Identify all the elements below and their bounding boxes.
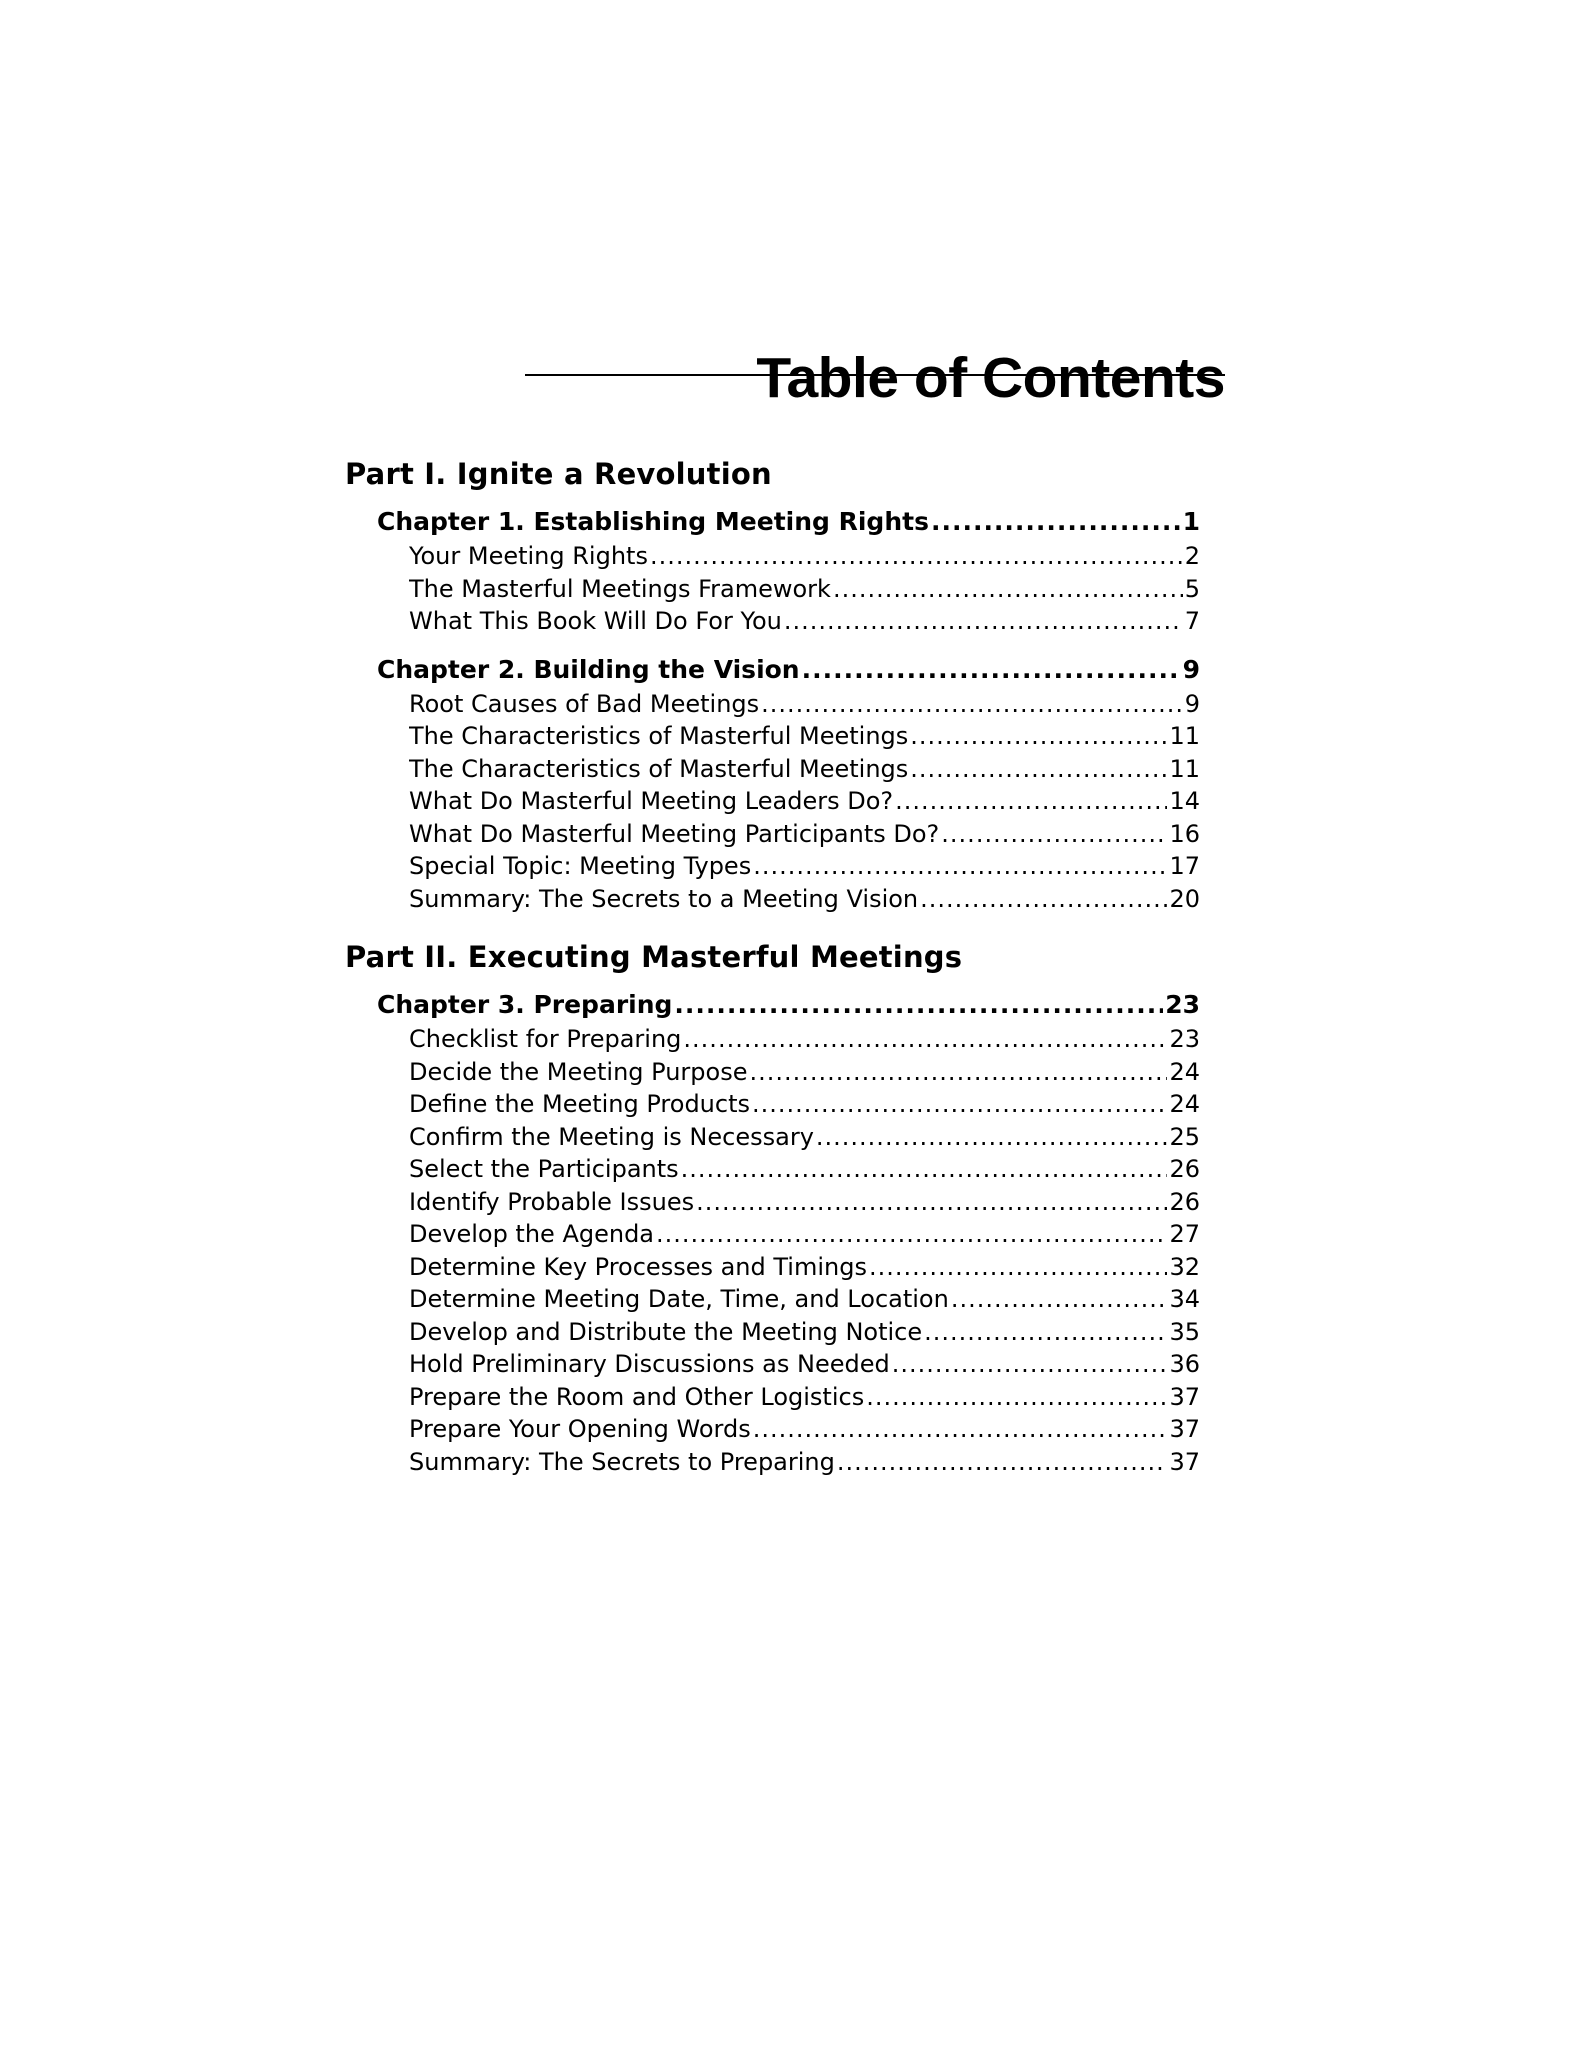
section-list <box>409 540 1200 638</box>
dot-leader <box>924 1316 1167 1349</box>
toc-entry[interactable] <box>409 753 1200 786</box>
dot-leader <box>749 1056 1167 1089</box>
toc-entry[interactable] <box>409 1186 1200 1219</box>
dot-leader <box>869 1251 1167 1284</box>
page-number: 7 <box>1184 607 1200 635</box>
section-title: Identify Probable Issues <box>409 1187 695 1216</box>
section-title: Develop the Agenda <box>409 1220 655 1248</box>
dot-leader <box>784 605 1183 638</box>
dot-leader <box>931 504 1181 540</box>
page-number: 11 <box>1169 754 1200 783</box>
toc-entry[interactable] <box>409 720 1200 753</box>
page-number: 24 <box>1169 1057 1200 1086</box>
page-number: 24 <box>1169 1090 1200 1118</box>
dot-leader <box>753 1413 1168 1446</box>
page-number: 23 <box>1165 990 1200 1019</box>
page-number: 37 <box>1169 1382 1200 1411</box>
toc-entry[interactable] <box>409 1088 1200 1121</box>
toc-entry[interactable] <box>409 883 1200 916</box>
dot-leader <box>752 1088 1167 1121</box>
toc-entry[interactable] <box>409 1446 1200 1479</box>
section-title: Prepare Your Opening Words <box>409 1415 751 1443</box>
toc-entry[interactable] <box>409 1023 1200 1056</box>
section-title: Decide the Meeting Purpose <box>409 1057 748 1086</box>
dot-leader <box>910 720 1167 753</box>
dot-leader <box>681 1153 1168 1186</box>
part-heading: Part II. Executing Masterful Meetings <box>345 940 963 974</box>
page-number: 5 <box>1184 574 1200 603</box>
page-number: 36 <box>1169 1350 1200 1378</box>
section-title: Summary: The Secrets to Preparing <box>409 1447 835 1476</box>
toc-entry[interactable] <box>409 573 1200 606</box>
page-number: 26 <box>1169 1187 1200 1216</box>
page-number: 35 <box>1169 1317 1200 1346</box>
page-number: 9 <box>1184 689 1200 718</box>
dot-leader <box>802 652 1181 688</box>
part-heading: Part I. Ignite a Revolution <box>345 457 772 491</box>
toc-entry[interactable] <box>409 785 1200 818</box>
page-number: 26 <box>1169 1155 1200 1183</box>
section-title: Define the Meeting Products <box>409 1090 751 1118</box>
chapter-entry[interactable] <box>377 504 1200 540</box>
page-number: 11 <box>1169 722 1200 750</box>
dot-leader <box>683 1023 1167 1056</box>
section-title: The Characteristics of Masterful Meetings <box>409 754 909 783</box>
chapter-entry[interactable] <box>377 652 1200 688</box>
toc-entry[interactable] <box>409 688 1200 721</box>
section-list <box>409 688 1200 916</box>
toc-entry[interactable] <box>409 1056 1200 1089</box>
dot-leader <box>650 540 1183 573</box>
part-2 <box>345 929 1200 1478</box>
dot-leader <box>866 1381 1167 1414</box>
page-number: 27 <box>1169 1220 1200 1248</box>
toc-entry[interactable] <box>409 1153 1200 1186</box>
part-1 <box>345 446 1200 915</box>
section-title: Determine Meeting Date, Time, and Location <box>409 1285 949 1313</box>
page-number: 9 <box>1182 654 1200 684</box>
toc-entry[interactable] <box>409 1218 1200 1251</box>
section-title: Root Causes of Bad Meetings <box>409 689 760 718</box>
toc-entry[interactable] <box>409 850 1200 883</box>
section-title: Hold Preliminary Discussions as Needed <box>409 1350 890 1378</box>
dot-leader <box>816 1121 1168 1154</box>
section-title: The Characteristics of Masterful Meetings <box>409 722 909 750</box>
toc-entry[interactable] <box>409 1348 1200 1381</box>
section-title: Determine Key Processes and Timings <box>409 1252 867 1281</box>
section-title: Checklist for Preparing <box>409 1025 682 1053</box>
toc-entry[interactable] <box>409 1381 1200 1414</box>
chapter-title: Chapter 1. Establishing Meeting Rights <box>377 507 929 536</box>
section-title: What Do Masterful Meeting Leaders Do? <box>409 787 894 815</box>
page-number: 14 <box>1169 787 1200 815</box>
page-number: 16 <box>1169 819 1200 848</box>
dot-leader <box>920 883 1167 916</box>
page-number: 32 <box>1169 1252 1200 1281</box>
page-number: 25 <box>1169 1122 1200 1151</box>
dot-leader <box>941 818 1167 851</box>
section-title: Summary: The Secrets to a Meeting Vision <box>409 884 919 913</box>
chapter-3 <box>377 987 1200 1478</box>
toc-entry[interactable] <box>409 1316 1200 1349</box>
dot-leader <box>910 753 1167 786</box>
toc-entry[interactable] <box>409 540 1200 573</box>
dot-leader <box>892 1348 1168 1381</box>
page-number: 2 <box>1184 542 1200 570</box>
title-underline <box>525 374 1225 376</box>
chapter-1 <box>377 504 1200 638</box>
page-number: 1 <box>1182 507 1200 536</box>
page-number: 17 <box>1169 852 1200 880</box>
toc-entry[interactable] <box>409 1121 1200 1154</box>
dot-leader <box>833 573 1183 606</box>
toc-entry[interactable] <box>409 1413 1200 1446</box>
dot-leader <box>674 987 1163 1023</box>
page-number: 37 <box>1169 1415 1200 1443</box>
dot-leader <box>837 1446 1168 1479</box>
section-title: Develop and Distribute the Meeting Notice <box>409 1317 923 1346</box>
section-title: Prepare the Room and Other Logistics <box>409 1382 865 1411</box>
dot-leader <box>696 1186 1167 1219</box>
toc-body <box>345 446 1200 1492</box>
section-title: Your Meeting Rights <box>409 542 648 570</box>
chapter-title: Chapter 2. Building the Vision <box>377 654 800 684</box>
page-number: 37 <box>1169 1447 1200 1476</box>
toc-entry[interactable] <box>409 1251 1200 1284</box>
section-title: What This Book Will Do For You <box>409 607 782 635</box>
dot-leader <box>656 1218 1167 1251</box>
page-number: 34 <box>1169 1285 1200 1313</box>
section-title: Confirm the Meeting is Necessary <box>409 1122 814 1151</box>
section-title: Select the Participants <box>409 1155 679 1183</box>
toc-entry[interactable] <box>409 818 1200 851</box>
page-number: 23 <box>1169 1025 1200 1053</box>
dot-leader <box>951 1283 1168 1316</box>
chapter-entry[interactable] <box>377 987 1200 1023</box>
section-title: The Masterful Meetings Framework <box>409 574 831 603</box>
chapter-title: Chapter 3. Preparing <box>377 990 673 1019</box>
section-title: What Do Masterful Meeting Participants Do? <box>409 819 940 848</box>
page-number: 20 <box>1169 884 1200 913</box>
dot-leader <box>895 785 1167 818</box>
chapter-2 <box>377 652 1200 916</box>
toc-entry[interactable] <box>409 605 1200 638</box>
dot-leader <box>761 688 1183 721</box>
page-title: Table of Contents <box>756 346 1225 411</box>
section-list <box>409 1023 1200 1478</box>
dot-leader <box>753 850 1167 883</box>
toc-entry[interactable] <box>409 1283 1200 1316</box>
section-title: Special Topic: Meeting Types <box>409 852 752 880</box>
